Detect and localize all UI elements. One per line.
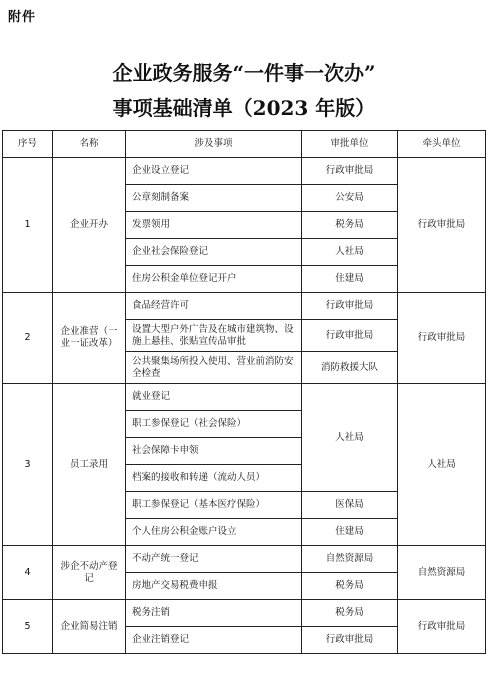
- lead-cell: 人社局: [398, 384, 486, 546]
- item-cell: 企业设立登记: [126, 158, 302, 185]
- unit-cell: 公安局: [302, 185, 398, 212]
- unit-cell: 行政审批局: [302, 627, 398, 654]
- item-cell: 职工参保登记（社会保险）: [126, 411, 302, 438]
- item-cell: 公共聚集场所投入使用、营业前消防安全检查: [126, 352, 302, 384]
- seq-cell: 2: [3, 293, 53, 384]
- table-row: [3, 600, 486, 627]
- column-header-lead-unit: 牵头单位: [398, 131, 486, 158]
- column-header-approval-unit: 审批单位: [302, 131, 398, 158]
- lead-cell: 行政审批局: [398, 600, 486, 654]
- name-cell: 员工录用: [53, 384, 126, 546]
- seq-cell: 5: [3, 600, 53, 654]
- column-header-seq: 序号: [3, 131, 53, 158]
- seq-cell: 3: [3, 384, 53, 546]
- item-cell: 房地产交易税费申报: [126, 573, 302, 600]
- unit-cell: 人社局: [302, 239, 398, 266]
- attachment-label: 附件: [8, 10, 37, 25]
- item-cell: 就业登记: [126, 384, 302, 411]
- unit-cell: 税务局: [302, 600, 398, 627]
- items-table: [2, 130, 486, 654]
- item-cell: 税务注销: [126, 600, 302, 627]
- seq-cell: 1: [3, 158, 53, 293]
- item-cell: 食品经营许可: [126, 293, 302, 320]
- column-header-name: 名称: [53, 131, 126, 158]
- item-cell: 设置大型户外广告及在城市建筑物、设施上悬挂、张贴宣传品审批: [126, 320, 302, 352]
- name-cell: 企业开办: [53, 158, 126, 293]
- unit-cell: 消防救援大队: [302, 352, 398, 384]
- unit-cell: 医保局: [302, 492, 398, 519]
- lead-cell: 行政审批局: [398, 293, 486, 384]
- name-cell: 涉企不动产登记: [53, 546, 126, 600]
- table-header-row: [3, 131, 486, 158]
- unit-cell: 税务局: [302, 573, 398, 600]
- unit-cell: 行政审批局: [302, 320, 398, 352]
- lead-cell: 行政审批局: [398, 158, 486, 293]
- unit-cell: 住建局: [302, 519, 398, 546]
- table-row: [3, 546, 486, 573]
- page-subtitle: 事项基础清单（2023 年版）: [112, 96, 376, 120]
- table-row: [3, 293, 486, 320]
- item-cell: 社会保障卡申领: [126, 438, 302, 465]
- name-cell: 企业准营（一业一证改革）: [53, 293, 126, 384]
- page-title: 企业政务服务“一件事一次办”: [112, 61, 376, 85]
- column-header-items: 涉及事项: [126, 131, 302, 158]
- table-row: [3, 158, 486, 185]
- unit-cell: 住建局: [302, 266, 398, 293]
- unit-cell: 行政审批局: [302, 158, 398, 185]
- table-row: [3, 384, 486, 411]
- unit-cell: 自然资源局: [302, 546, 398, 573]
- unit-cell-merged: 人社局: [302, 384, 398, 492]
- item-cell: 企业社会保险登记: [126, 239, 302, 266]
- item-cell: 公章刻制备案: [126, 185, 302, 212]
- item-cell: 职工参保登记（基本医疗保险）: [126, 492, 302, 519]
- item-cell: 发票领用: [126, 212, 302, 239]
- name-cell: 企业简易注销: [53, 600, 126, 654]
- item-cell: 不动产统一登记: [126, 546, 302, 573]
- item-cell: 个人住房公积金账户设立: [126, 519, 302, 546]
- lead-cell: 自然资源局: [398, 546, 486, 600]
- item-cell: 住房公积金单位登记开户: [126, 266, 302, 293]
- item-cell: 企业注销登记: [126, 627, 302, 654]
- seq-cell: 4: [3, 546, 53, 600]
- item-cell: 档案的接收和转递（流动人员）: [126, 465, 302, 492]
- unit-cell: 税务局: [302, 212, 398, 239]
- unit-cell: 行政审批局: [302, 293, 398, 320]
